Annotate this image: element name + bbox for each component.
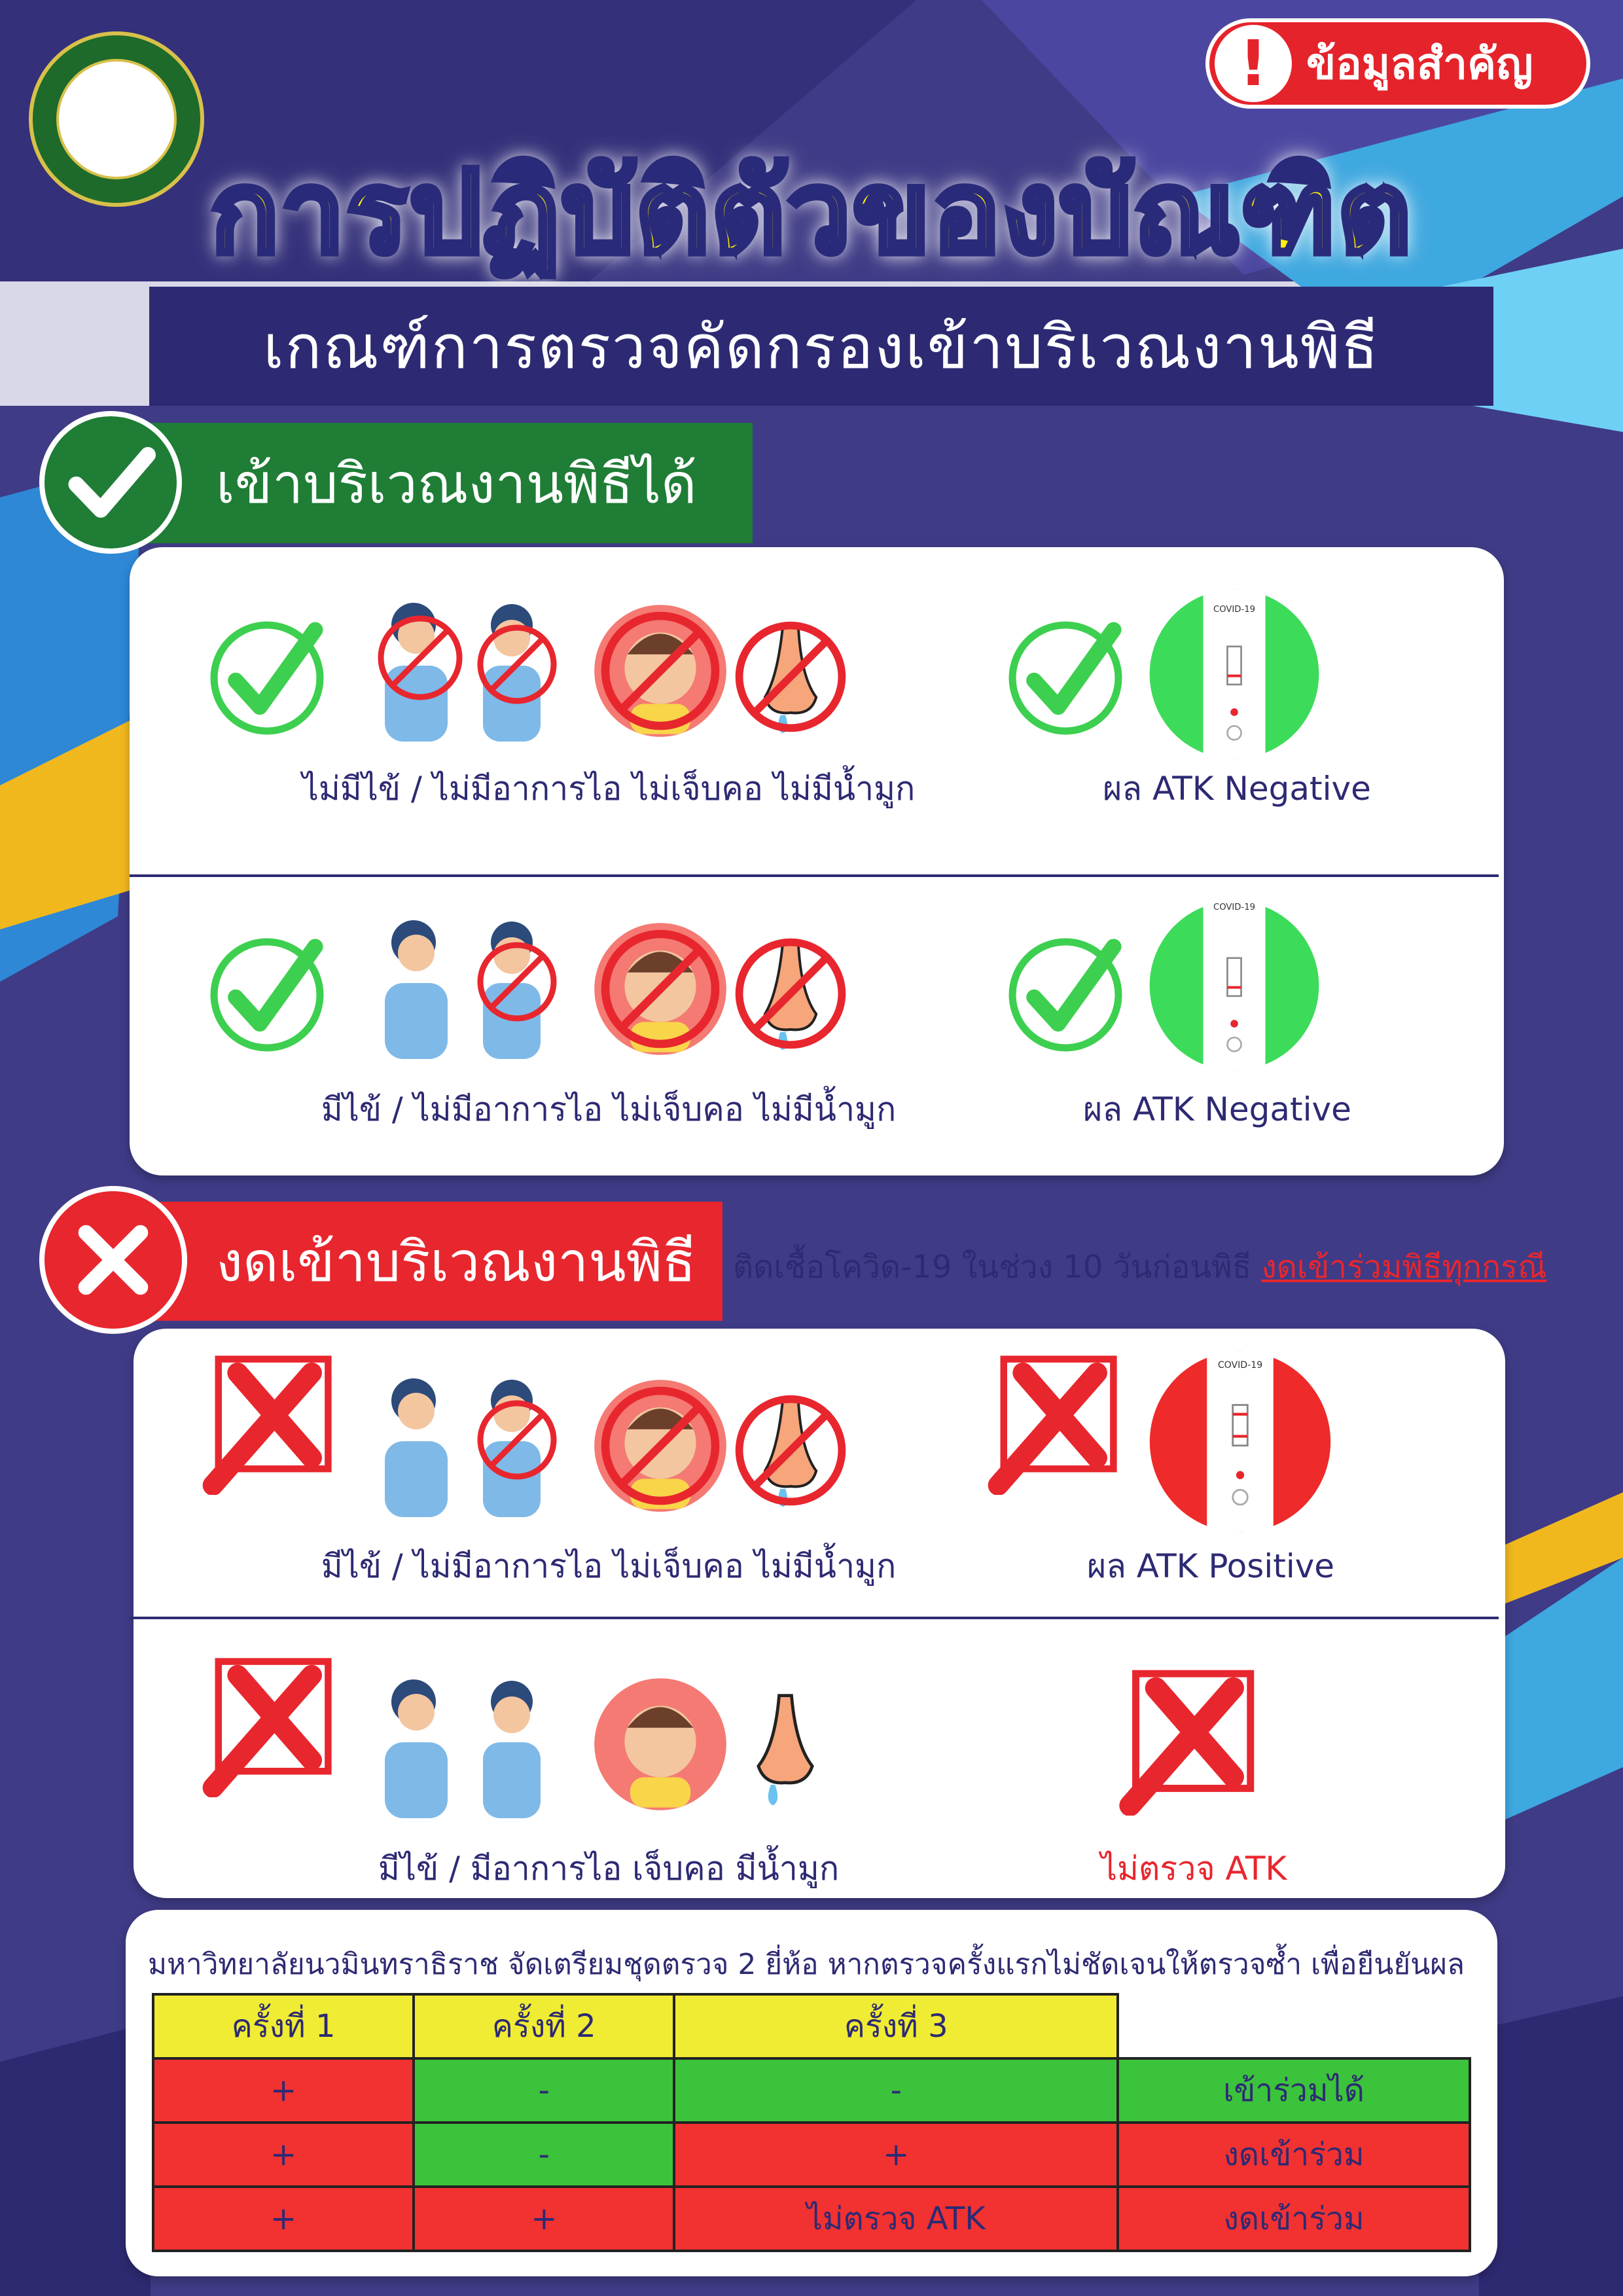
no-runny-nose-icon <box>726 929 855 1058</box>
table-cell: - <box>414 2058 674 2123</box>
no-runny-nose-icon <box>726 1386 855 1515</box>
table-result-cell: เข้าร่วมได้ <box>1118 2058 1470 2123</box>
denied-row1-atk: ผล ATK Positive <box>1086 1547 1335 1585</box>
table-cell: + <box>153 2187 414 2251</box>
atk-kit-negative-icon <box>1148 899 1321 1072</box>
exclamation-icon: ! <box>1215 25 1292 102</box>
table-row <box>153 2123 1470 2187</box>
denied-row2-symptoms: มีไข้ / มีอาการไอ เจ็บคอ มีน้ำมูก <box>378 1850 840 1888</box>
table-cell: + <box>414 2187 674 2251</box>
allowed-row1-atk: ผล ATK Negative <box>1103 770 1371 808</box>
sore-throat-icon <box>592 1676 729 1813</box>
table-header-cell: ครั้งที่ 3 <box>674 1994 1118 2058</box>
infection-note-emphasis: งดเข้าร่วมพิธีทุกกรณี <box>1261 1249 1547 1285</box>
x-box-icon <box>196 1351 334 1495</box>
table-row <box>153 2058 1470 2123</box>
check-icon <box>39 411 182 554</box>
svg-text:COVID-19: COVID-19 <box>1217 1360 1263 1371</box>
x-icon <box>39 1186 187 1334</box>
table-cell: - <box>674 2058 1118 2123</box>
fever-cough-people-icon <box>360 1669 582 1820</box>
page-subtitle: เกณฑ์การตรวจคัดกรองเข้าบริเวณงานพิธี <box>149 287 1493 406</box>
table-cell: + <box>674 2123 1118 2187</box>
table-cell: + <box>153 2058 414 2123</box>
svg-text:COVID-19: COVID-19 <box>1213 604 1255 615</box>
allowed-row1-symptoms: ไม่มีไข้ / ไม่มีอาการไอ ไม่เจ็บคอ ไม่มีน้ำมูก <box>302 770 916 808</box>
runny-nose-icon <box>733 1687 838 1812</box>
fever-no-cough-people-icon <box>360 1368 582 1518</box>
allowed-heading-label: เข้าบริเวณงานพิธีได้ <box>216 452 697 516</box>
allowed-heading <box>98 423 753 543</box>
no-sore-throat-icon <box>592 1377 729 1515</box>
table-cell: + <box>153 2123 414 2187</box>
x-box-icon <box>1113 1665 1257 1816</box>
important-info-badge <box>1205 18 1590 109</box>
denied-row2-atk: ไม่ตรวจ ATK <box>1100 1850 1287 1888</box>
denied-heading-label: งดเข้าบริเวณงานพิธี <box>216 1230 696 1294</box>
denied-row1-symptoms: มีไข้ / ไม่มีอาการไอ ไม่เจ็บคอ ไม่มีน้ำมูก <box>321 1547 897 1585</box>
check-circle-icon <box>1005 618 1126 738</box>
test-result-table <box>152 1993 1471 2252</box>
atk-kit-negative-icon <box>1148 588 1321 761</box>
table-header-cell: ครั้งที่ 1 <box>153 1994 414 2058</box>
no-fever-no-cough-people-icon <box>360 592 582 743</box>
table-header-cell: ครั้งที่ 2 <box>414 1994 674 2058</box>
no-runny-nose-icon <box>726 613 855 741</box>
infection-note-text: ติดเชื้อโควิด-19 ในช่วง 10 วันก่อนพิธี <box>733 1249 1252 1285</box>
table-cell: - <box>414 2123 674 2187</box>
fever-no-cough-people-icon <box>360 910 582 1060</box>
infection-note <box>733 1242 1546 1292</box>
test-note: มหาวิทยาลัยนวมินทราธิราช จัดเตรียมชุดตรวจ 2 ยี่ห้อ หากตรวจครั้งแรกไม่ชัดเจนให้ตรวจซ้ำ เพื่อยืนยันผล <box>148 1948 1465 1981</box>
table-header-cell <box>1118 1994 1470 2058</box>
allowed-row2-symptoms: มีไข้ / ไม่มีอาการไอ ไม่เจ็บคอ ไม่มีน้ำมูก <box>321 1090 897 1128</box>
page-title: การปฏิบัติตัวของบัณฑิต <box>210 147 1413 279</box>
table-result-cell: งดเข้าร่วม <box>1118 2123 1470 2187</box>
check-circle-icon <box>207 935 327 1055</box>
no-sore-throat-icon <box>592 920 729 1058</box>
x-box-icon <box>196 1653 334 1797</box>
denied-divider <box>130 1617 1499 1619</box>
no-sore-throat-icon <box>592 602 729 740</box>
table-row <box>153 2187 1470 2251</box>
check-circle-icon <box>207 618 327 738</box>
badge-label: ข้อมูลสำคัญ <box>1306 38 1533 89</box>
table-cell: ไม่ตรวจ ATK <box>674 2187 1118 2251</box>
svg-text:COVID-19: COVID-19 <box>1213 902 1255 912</box>
atk-kit-positive-icon <box>1148 1350 1332 1534</box>
check-circle-icon <box>1005 935 1126 1055</box>
allowed-divider <box>130 874 1499 877</box>
x-box-icon <box>982 1351 1119 1495</box>
table-header-row <box>153 1994 1470 2058</box>
denied-heading <box>98 1202 722 1321</box>
table-result-cell: งดเข้าร่วม <box>1118 2187 1470 2251</box>
allowed-row2-atk: ผล ATK Negative <box>1083 1090 1351 1128</box>
